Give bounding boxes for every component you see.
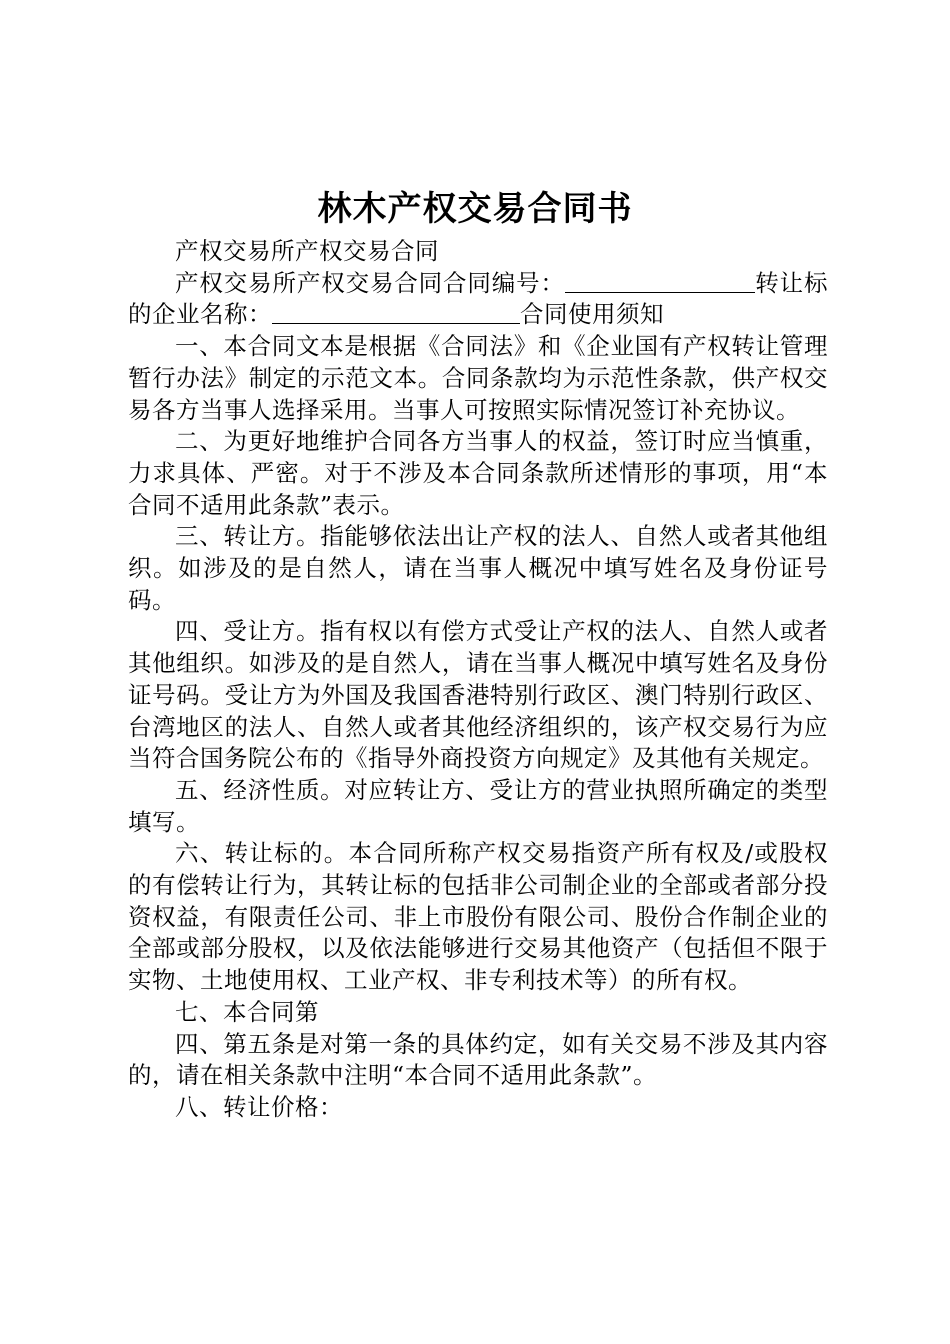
usage-notice-label: 合同使用须知 — [520, 300, 664, 329]
contract-number-blank — [565, 270, 755, 293]
paragraph-1: 一、本合同文本是根据《合同法》和《企业国有产权转让管理暂行办法》制定的示范文本。合同条款均为示范性条款，供产权交易各方当事人选择采用。当事人可按照实际情况签订补充协议。 — [128, 332, 828, 424]
paragraph-contract-number — [128, 268, 828, 331]
contract-number-label: 产权交易所产权交易合同合同编号： — [175, 268, 565, 297]
paragraph-2: 二、为更好地维护合同各方当事人的权益，签订时应当慎重，力求具体、严密。对于不涉及本合同条款所述情形的事项，用“本合同不适用此条款”表示。 — [128, 427, 828, 519]
paragraph-4: 四、受让方。指有权以有偿方式受让产权的法人、自然人或者其他组织。如涉及的是自然人，请在当事人概况中填写姓名及身份证号码。受让方为外国及我国香港特别行政区、澳门特别行政区、台湾地区的法人、自然人或者其他经济组织的，该产权交易行为应当符合国务院公布的《指导外商投资方向规定》及其他有关规定。 — [128, 617, 828, 773]
paragraph-5: 五、经济性质。对应转让方、受让方的营业执照所确定的类型填写。 — [128, 775, 828, 836]
paragraph-8: 四、第五条是对第一条的具体约定，如有关交易不涉及其内容的，请在相关条款中注明“本合同不适用此条款”。 — [128, 1029, 828, 1090]
paragraph-3: 三、转让方。指能够依法出让产权的法人、自然人或者其他组织。如涉及的是自然人，请在当事人概况中填写姓名及身份证号码。 — [128, 522, 828, 614]
document-body — [128, 236, 828, 1124]
paragraph-7: 七、本合同第 — [175, 997, 319, 1026]
target-company-blank — [272, 301, 520, 324]
paragraph-6: 六、转让标的。本合同所称产权交易指资产所有权及/或股权的有偿转让行为，其转让标的包括非公司制企业的全部或者部分投资权益，有限责任公司、非上市股份有限公司、股份合作制企业的全部或部分股权，以及依法能够进行交易其他资产（包括但不限于实物、土地使用权、工业产权、非专利技术等）的所有权。 — [128, 839, 828, 995]
document-title: 林木产权交易合同书 — [317, 189, 633, 229]
paragraph-9: 八、转让价格： — [175, 1092, 343, 1121]
target-company-label: 转让标的企业名称： — [128, 268, 829, 329]
paragraph-heading: 产权交易所产权交易合同 — [175, 237, 439, 265]
